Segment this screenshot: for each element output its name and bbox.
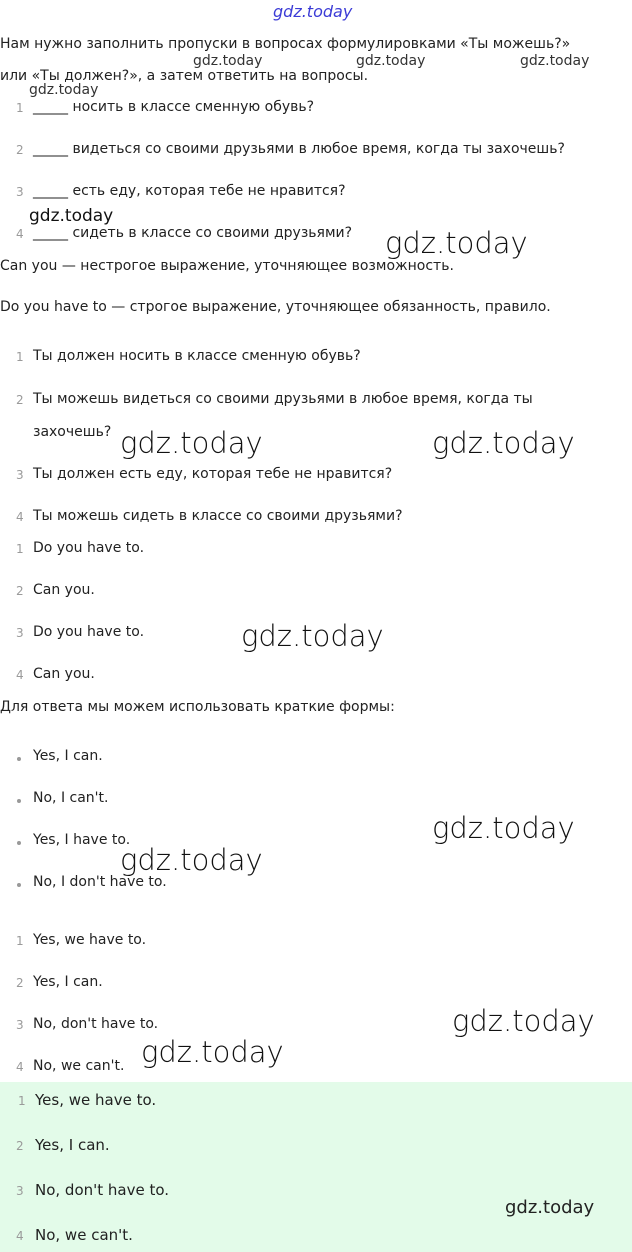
short-forms-intro: Для ответа мы можем использовать краткие формы:: [0, 699, 395, 715]
list-item: No, I don't have to.: [33, 874, 167, 890]
list-number: 3: [16, 468, 24, 482]
list-item: No, don't have to.: [35, 1181, 170, 1199]
watermark: gdz.today: [432, 811, 575, 845]
list-item: _____ видеться со своими друзьями в любое время, когда ты захочешь?: [33, 141, 565, 157]
watermark-top: gdz.today: [273, 2, 353, 21]
list-item: _____ носить в классе сменную обувь?: [33, 99, 315, 115]
watermark: gdz.today: [356, 53, 426, 69]
list-item: No, I can't.: [33, 790, 109, 806]
list-number: 4: [16, 1060, 24, 1074]
list-item: No, we can't.: [33, 1058, 125, 1074]
list-number: 1: [18, 1094, 26, 1108]
list-number: 2: [16, 393, 24, 407]
watermark: gdz.today: [241, 619, 384, 653]
list-item: Ты можешь сидеть в классе со своими друзьями?: [33, 508, 403, 524]
list-number: 1: [16, 101, 24, 115]
list-item: Can you.: [33, 666, 95, 682]
explanation-can: Can you — нестрогое выражение, уточняющее возможность.: [0, 258, 454, 274]
watermark: gdz.today: [193, 53, 263, 69]
intro-line: Нам нужно заполнить пропуски в вопросах формулировками «Ты можешь?»: [0, 36, 571, 52]
list-number: 4: [16, 510, 24, 524]
list-item: _____ есть еду, которая тебе не нравится?: [33, 183, 346, 199]
watermark: gdz.today: [505, 1197, 595, 1218]
list-item: Do you have to.: [33, 624, 145, 640]
watermark: gdz.today: [141, 1035, 284, 1069]
list-item: Yes, I have to.: [33, 832, 131, 848]
list-number: 4: [16, 1229, 24, 1243]
list-number: 1: [16, 542, 24, 556]
watermark: gdz.today: [520, 53, 590, 69]
list-number: 2: [16, 584, 24, 598]
list-item: Ты должен есть еду, которая тебе не нравится?: [33, 466, 393, 482]
bullet-icon: [17, 883, 21, 887]
list-number: 2: [16, 1139, 24, 1153]
watermark: gdz.today: [120, 426, 263, 460]
watermark: gdz.today: [29, 82, 99, 98]
watermark: gdz.today: [385, 226, 528, 260]
list-item: Can you.: [33, 582, 95, 598]
watermark: gdz.today: [29, 206, 114, 226]
watermark: gdz.today: [452, 1004, 595, 1038]
list-number: 1: [16, 350, 24, 364]
list-number: 2: [16, 976, 24, 990]
list-item-continuation: захочешь?: [33, 424, 112, 440]
bullet-icon: [17, 757, 21, 761]
intro-line: или «Ты должен?», а затем ответить на вопросы.: [0, 68, 369, 84]
watermark: gdz.today: [432, 426, 575, 460]
list-number: 3: [16, 1184, 24, 1198]
explanation-have-to: Do you have to — строгое выражение, уточняющее обязанность, правило.: [0, 299, 551, 315]
list-item: Do you have to.: [33, 540, 145, 556]
list-number: 4: [16, 668, 24, 682]
bullet-icon: [17, 799, 21, 803]
list-item: Yes, I can.: [33, 974, 103, 990]
list-item: No, don't have to.: [33, 1016, 159, 1032]
list-item: Ты должен носить в классе сменную обувь?: [33, 348, 361, 364]
list-number: 3: [16, 1018, 24, 1032]
list-item: No, we can't.: [35, 1226, 133, 1244]
list-item: Yes, I can.: [35, 1136, 110, 1154]
list-item: Yes, we have to.: [35, 1091, 157, 1109]
list-number: 2: [16, 143, 24, 157]
list-number: 1: [16, 934, 24, 948]
list-number: 4: [16, 227, 24, 241]
watermark: gdz.today: [120, 843, 263, 877]
bullet-icon: [17, 841, 21, 845]
list-item: Ты можешь видеться со своими друзьями в любое время, когда ты: [33, 391, 533, 407]
list-number: 3: [16, 185, 24, 199]
list-item: Yes, I can.: [33, 748, 103, 764]
list-number: 3: [16, 626, 24, 640]
list-item: Yes, we have to.: [33, 932, 147, 948]
list-item: _____ сидеть в классе со своими друзьями?: [33, 225, 353, 241]
